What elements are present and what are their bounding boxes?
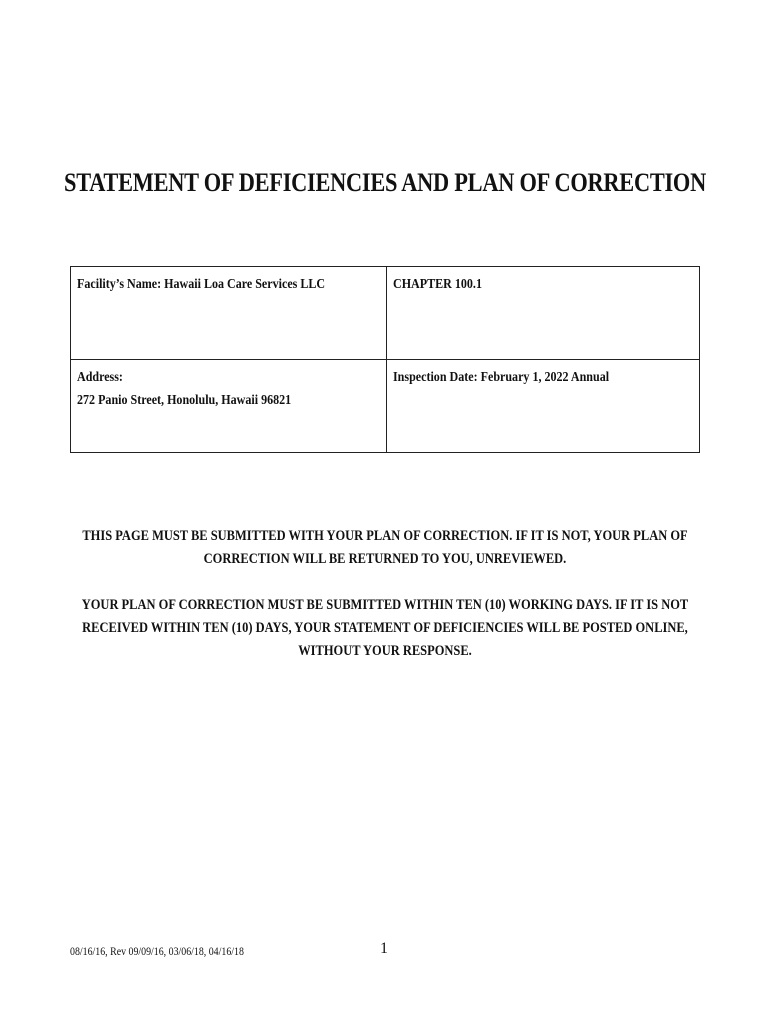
chapter-cell [387,267,700,360]
chapter: CHAPTER 100.1 [393,277,482,292]
submission-notice [70,525,700,571]
inspection-date: Inspection Date: February 1, 2022 Annual [393,370,610,385]
table-row [71,267,700,360]
submission-notice-text: THIS PAGE MUST BE SUBMITTED WITH YOUR PLAN OF CORRECTION. IF IT IS NOT, YOUR PLAN OF CORRECTION WILL BE RETURNED TO YOU, UNREVIEWED. [82,528,688,567]
deadline-notice-text: YOUR PLAN OF CORRECTION MUST BE SUBMITTED WITHIN TEN (10) WORKING DAYS. IF IT IS NOT RECEIVED WITHIN TEN (10) DAYS, YOUR STATEMENT OF DEFICIENCIES WILL BE POSTED ONLINE, WITHOUT YOUR RESPONSE. [81,597,689,659]
address-value: 272 Panio Street, Honolulu, Hawaii 96821 [77,393,292,408]
revision-dates: 08/16/16, Rev 09/09/16, 03/06/18, 04/16/18 [70,946,244,958]
facility-info-table [70,266,700,453]
facility-name-cell [71,267,387,360]
page-number: 1 [380,940,388,957]
page-title: STATEMENT OF DEFICIENCIES AND PLAN OF CORRECTION [64,168,706,197]
deadline-notice [70,594,700,663]
table-row [71,360,700,453]
facility-name: Facility’s Name: Hawaii Loa Care Services LLC [77,277,326,292]
address-cell [71,360,387,453]
address-label: Address: [77,370,123,385]
inspection-date-cell [387,360,700,453]
